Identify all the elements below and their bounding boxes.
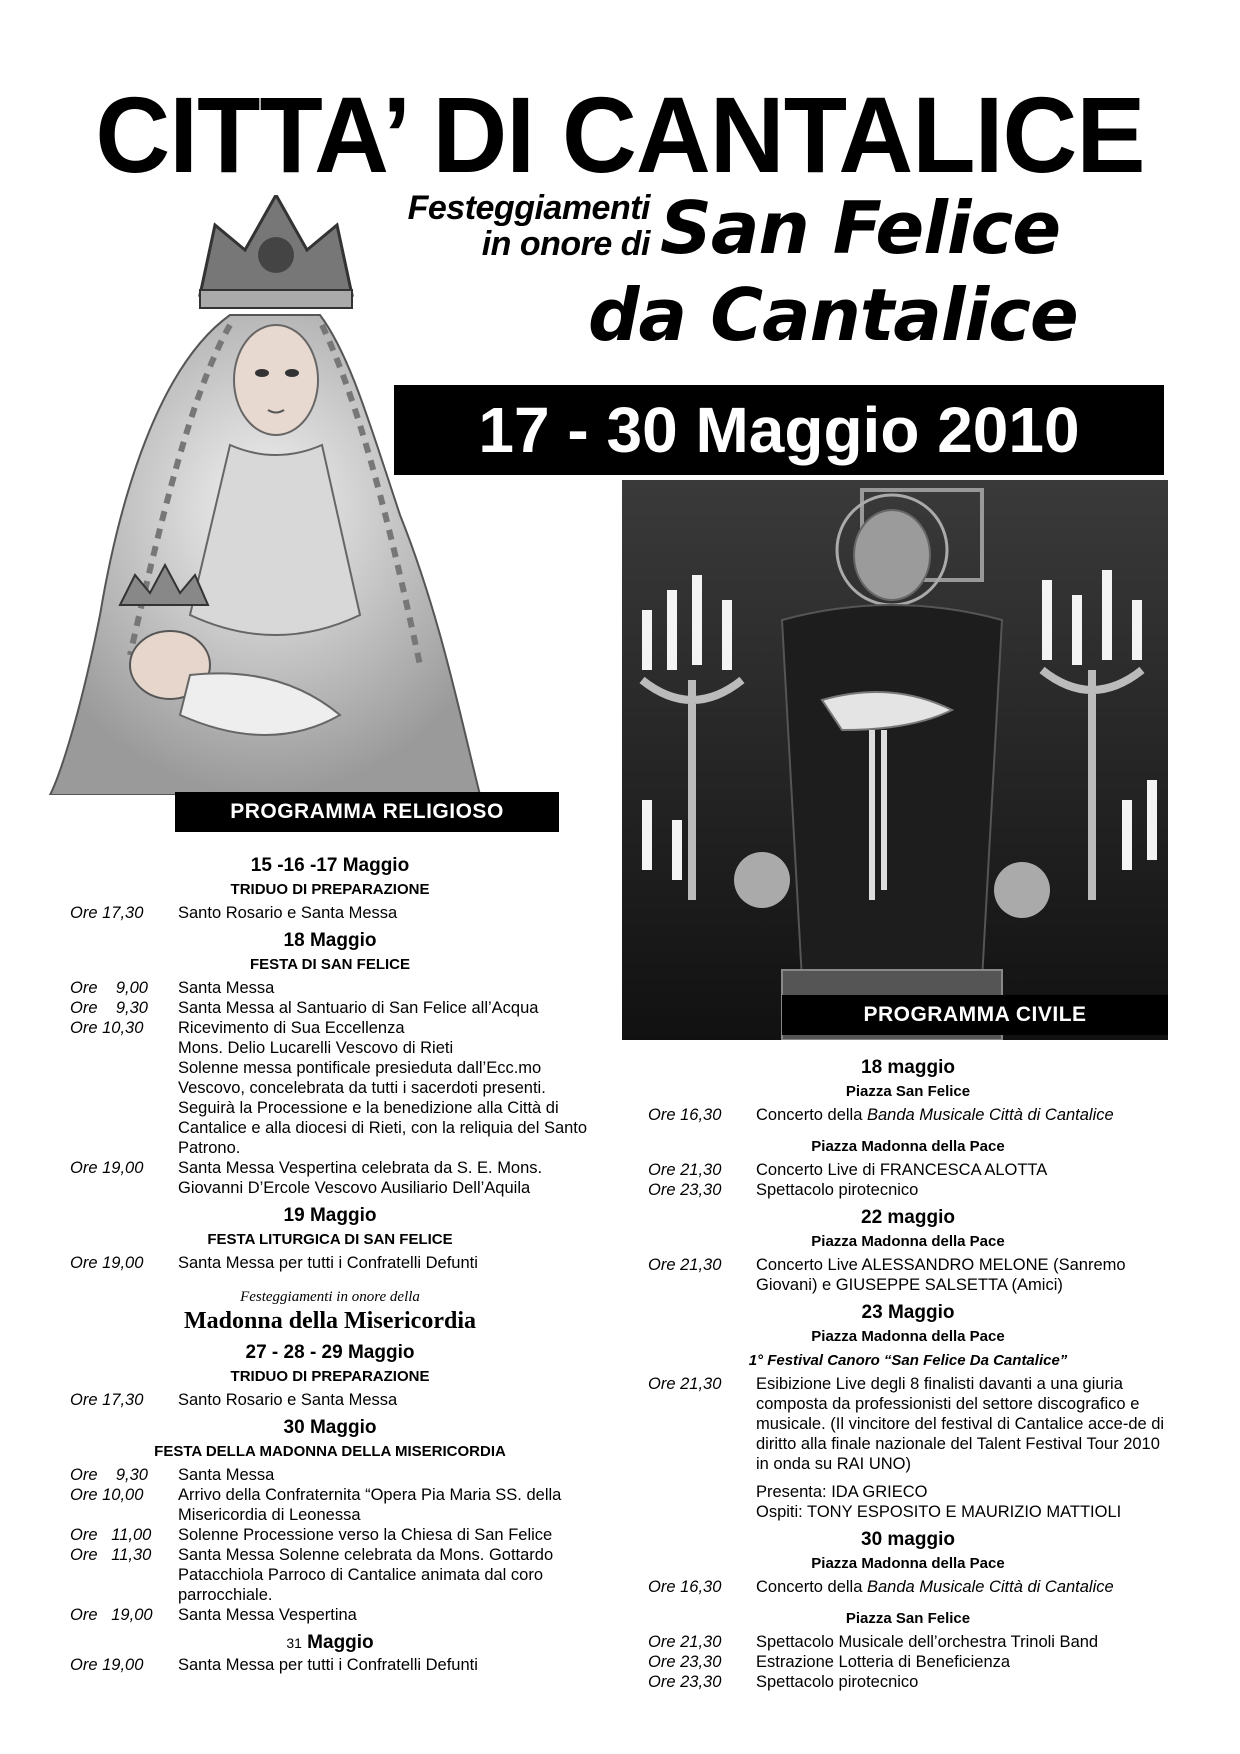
day-heading: 19 Maggio bbox=[283, 1205, 377, 1226]
fest-line-2: in onore di bbox=[481, 225, 650, 263]
schedule-row bbox=[648, 1374, 1168, 1522]
schedule-row bbox=[70, 1018, 590, 1158]
event: Santo Rosario e Santa Messa bbox=[178, 904, 398, 922]
event: Santa Messa per tutti i Confratelli Defunti bbox=[178, 1656, 478, 1674]
san-felice-statue-image bbox=[622, 480, 1168, 1040]
time: Ore 16,30 bbox=[648, 1578, 722, 1596]
place-heading: Piazza San Felice bbox=[845, 1610, 971, 1627]
event: Arrivo della Confraternita “Opera Pia Maria SS. della Misericordia di Leonessa bbox=[178, 1486, 562, 1524]
event: Estrazione Lotteria di Beneficienza bbox=[756, 1653, 1011, 1671]
programma-civile bbox=[648, 1050, 1168, 1692]
day-heading: 23 Maggio bbox=[861, 1302, 955, 1323]
place-heading: Piazza Madonna della Pace bbox=[811, 1555, 1005, 1572]
place-heading: Piazza Madonna della Pace bbox=[811, 1233, 1005, 1250]
event bbox=[756, 1577, 1168, 1597]
schedule-row bbox=[70, 1390, 590, 1410]
saint-name-line-2: da Cantalice bbox=[588, 273, 1078, 357]
time: Ore 9,00 bbox=[70, 979, 148, 997]
schedule-row bbox=[648, 1632, 1168, 1652]
programma-religioso-banner: PROGRAMMA RELIGIOSO bbox=[175, 792, 559, 832]
schedule-row bbox=[70, 998, 590, 1018]
event: Santa Messa bbox=[178, 979, 275, 997]
time: Ore 21,30 bbox=[648, 1161, 722, 1179]
day-number: 31 bbox=[286, 1635, 302, 1651]
time: Ore 9,30 bbox=[70, 1466, 148, 1484]
presenter: Presenta: IDA GRIECO bbox=[756, 1483, 928, 1501]
schedule-row bbox=[648, 1255, 1168, 1295]
place-heading: Piazza Madonna della Pace bbox=[811, 1328, 1005, 1345]
event: Santa Messa bbox=[178, 1466, 275, 1484]
day-subheading: TRIDUO DI PREPARAZIONE bbox=[230, 1368, 430, 1385]
event: Concerto Live ALESSANDRO MELONE (Sanremo Giovani) e GIUSEPPE SALSETTA (Amici) bbox=[756, 1256, 1126, 1294]
event: Spettacolo pirotecnico bbox=[756, 1181, 919, 1199]
programma-religioso bbox=[70, 848, 590, 1675]
event-text: Concerto della bbox=[756, 1106, 867, 1124]
day-subheading: FESTA DELLA MADONNA DELLA MISERICORDIA bbox=[154, 1443, 506, 1460]
event bbox=[178, 1018, 590, 1158]
schedule-row bbox=[70, 1545, 590, 1605]
event-band-name: Banda Musicale Città di Cantalice bbox=[866, 1578, 1114, 1596]
schedule-row bbox=[70, 1525, 590, 1545]
event-line: Mons. Delio Lucarelli Vescovo di Rieti bbox=[178, 1039, 454, 1057]
event-line: Ricevimento di Sua Eccellenza bbox=[178, 1019, 405, 1037]
time: Ore 9,30 bbox=[70, 999, 148, 1017]
madonna-fest-line: Festeggiamenti in onore della bbox=[240, 1289, 420, 1305]
madonna-statue-image bbox=[40, 195, 510, 795]
schedule-row bbox=[70, 903, 590, 923]
festival-title: 1° Festival Canoro “San Felice Da Cantalice” bbox=[748, 1352, 1068, 1369]
time: Ore 10,30 bbox=[70, 1019, 144, 1037]
time: Ore 11,30 bbox=[70, 1546, 152, 1564]
page-title: CITTA’ DI CANTALICE bbox=[95, 74, 1145, 195]
schedule-row bbox=[648, 1652, 1168, 1672]
time: Ore 23,30 bbox=[648, 1673, 722, 1691]
time: Ore 23,30 bbox=[648, 1653, 722, 1671]
event: Santa Messa per tutti i Confratelli Defunti bbox=[178, 1254, 478, 1272]
madonna-festeggiamenti bbox=[70, 1287, 590, 1335]
programma-civile-banner: PROGRAMMA CIVILE bbox=[782, 995, 1168, 1035]
schedule-row bbox=[70, 1253, 590, 1273]
event: Spettacolo pirotecnico bbox=[756, 1673, 919, 1691]
event: Santa Messa al Santuario di San Felice all’Acqua bbox=[178, 999, 539, 1017]
fest-line-1: Festeggiamenti bbox=[407, 189, 650, 227]
event-line: Solenne messa pontificale presieduta dall’Ecc.mo Vescovo, concelebrata da tutti i sacerdoti presenti. Seguirà la Processione e la benedizione alla Città di Cantalice e alla diocesi di Rieti, con la reliquia del Santo Patrono. bbox=[178, 1059, 588, 1157]
schedule-row bbox=[70, 1485, 590, 1525]
event: Spettacolo Musicale dell’orchestra Trinoli Band bbox=[756, 1633, 1099, 1651]
time: Ore 11,00 bbox=[70, 1526, 152, 1544]
time: Ore 21,30 bbox=[648, 1375, 722, 1393]
time: Ore 19,00 bbox=[70, 1159, 144, 1177]
schedule-row bbox=[648, 1577, 1168, 1597]
time: Ore 21,30 bbox=[648, 1633, 722, 1651]
day-subheading: FESTA LITURGICA DI SAN FELICE bbox=[207, 1231, 453, 1248]
schedule-row bbox=[648, 1180, 1168, 1200]
time: Ore 10,00 bbox=[70, 1486, 144, 1504]
event: Santa Messa Solenne celebrata da Mons. Gottardo Patacchiola Parroco di Cantalice animata dal coro parrocchiale. bbox=[178, 1546, 554, 1604]
schedule-row bbox=[70, 1465, 590, 1485]
day-heading: 18 Maggio bbox=[283, 930, 377, 951]
schedule-row bbox=[648, 1672, 1168, 1692]
day-heading: 30 Maggio bbox=[283, 1417, 377, 1438]
schedule-row bbox=[70, 1655, 590, 1675]
place-heading: Piazza Madonna della Pace bbox=[811, 1138, 1005, 1155]
event: Santa Messa Vespertina bbox=[178, 1606, 357, 1624]
event-line: Esibizione Live degli 8 finalisti davanti a una giuria composta da professionisti del settore discografico e musicale. (Il vincitore del festival di Cantalice acce-de di diritto alla finale nazionale del Talent Festival Tour 2010 in onda su RAI UNO) bbox=[756, 1375, 1165, 1473]
madonna-fest-title: Madonna della Misericordia bbox=[184, 1308, 476, 1334]
time: Ore 17,30 bbox=[70, 904, 144, 922]
event bbox=[756, 1105, 1168, 1125]
schedule-row bbox=[648, 1160, 1168, 1180]
day-month: Maggio bbox=[307, 1632, 374, 1653]
time: Ore 16,30 bbox=[648, 1106, 722, 1124]
event: Santo Rosario e Santa Messa bbox=[178, 1391, 398, 1409]
guests: Ospiti: TONY ESPOSITO E MAURIZIO MATTIOLI bbox=[756, 1503, 1122, 1521]
saint-name-line-1: San Felice bbox=[660, 186, 1061, 270]
time: Ore 19,00 bbox=[70, 1606, 153, 1624]
day-heading: 30 maggio bbox=[861, 1529, 955, 1550]
event: Concerto Live di FRANCESCA ALOTTA bbox=[756, 1161, 1048, 1179]
event: Solenne Processione verso la Chiesa di San Felice bbox=[178, 1526, 553, 1544]
schedule-row bbox=[648, 1105, 1168, 1125]
day-heading: 15 -16 -17 Maggio bbox=[250, 855, 410, 876]
schedule-row bbox=[70, 978, 590, 998]
time: Ore 21,30 bbox=[648, 1256, 722, 1274]
event bbox=[756, 1374, 1168, 1522]
time: Ore 19,00 bbox=[70, 1656, 144, 1674]
time: Ore 17,30 bbox=[70, 1391, 144, 1409]
day-heading: 27 - 28 - 29 Maggio bbox=[245, 1342, 415, 1363]
time: Ore 23,30 bbox=[648, 1181, 722, 1199]
day-heading bbox=[70, 1633, 590, 1653]
day-heading: 18 maggio bbox=[861, 1057, 955, 1078]
schedule-row bbox=[70, 1158, 590, 1198]
schedule-row bbox=[70, 1605, 590, 1625]
event-dates-banner: 17 - 30 Maggio 2010 bbox=[394, 385, 1164, 475]
day-heading: 22 maggio bbox=[861, 1207, 955, 1228]
event-band-name: Banda Musicale Città di Cantalice bbox=[866, 1106, 1114, 1124]
day-subheading: FESTA DI SAN FELICE bbox=[249, 956, 410, 973]
place-heading: Piazza San Felice bbox=[845, 1083, 971, 1100]
time: Ore 19,00 bbox=[70, 1254, 144, 1272]
event-text: Concerto della bbox=[756, 1578, 867, 1596]
event: Santa Messa Vespertina celebrata da S. E. Mons. Giovanni D’Ercole Vescovo Ausiliario Dell’Aquila bbox=[178, 1159, 543, 1197]
day-subheading: TRIDUO DI PREPARAZIONE bbox=[230, 881, 430, 898]
